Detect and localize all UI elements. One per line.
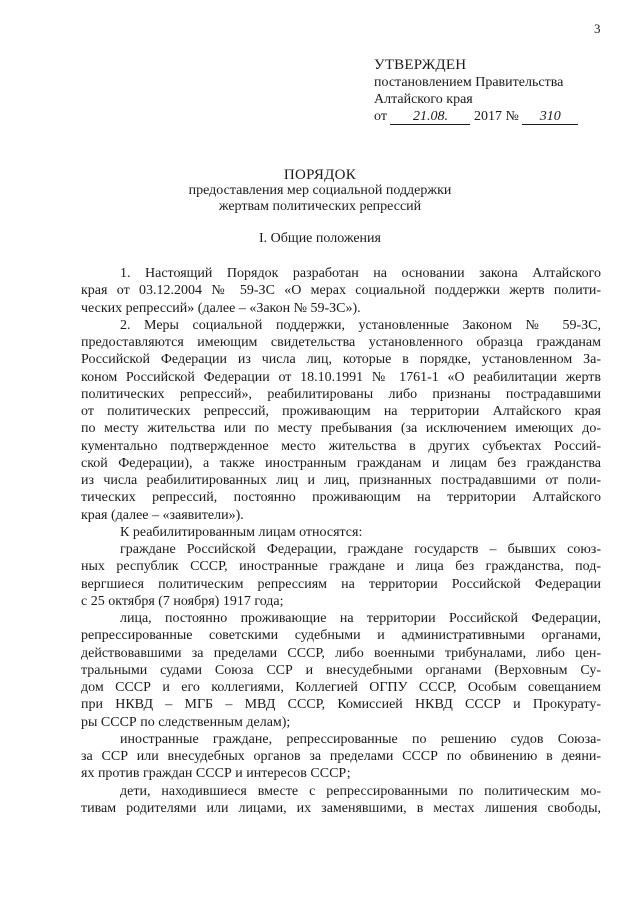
text-line: за ССР или внесудебных органов за пределами СССР по обвинению в деяни- bbox=[81, 749, 601, 764]
number-sign: № bbox=[505, 109, 519, 124]
document-subtitle-line-1: предоставления мер социальной поддержки bbox=[188, 183, 452, 198]
text-line: от политических репрессий, проживающим на территории Алтайского края bbox=[81, 404, 601, 419]
approved-label: УТВЕРЖДЕН bbox=[374, 57, 467, 73]
text-line: 1. Настоящий Порядок разработан на основании закона Алтайского bbox=[120, 266, 601, 281]
approval-block bbox=[374, 56, 624, 125]
text-line: ры СССР по следственным делам); bbox=[81, 714, 291, 730]
approval-line-2: Алтайского края bbox=[374, 92, 473, 107]
text-line: края (далее – «заявители»). bbox=[81, 507, 244, 523]
text-line: ях против граждан СССР и интересов СССР; bbox=[81, 766, 351, 782]
text-line: тивам родителями или лицами, их заменявшими, в местах лишения свободы, bbox=[81, 800, 601, 816]
resolution-year: 2017 bbox=[473, 109, 502, 124]
document-subtitle-line-2: жертвам политических репрессий bbox=[218, 199, 422, 214]
text-line: граждане Российской Федерации, граждане государств – бывших союз- bbox=[120, 542, 601, 557]
page-number: 3 bbox=[594, 21, 601, 36]
text-line: кументально подтвержденное место жительства в других субъектах Россий- bbox=[81, 438, 601, 454]
text-line: ческих репрессий» (далее – «Закон № 59-ЗС»). bbox=[81, 300, 361, 316]
resolution-date-number bbox=[374, 108, 624, 125]
text-line: предоставляются имеющим свидетельства установленного образца гражданам bbox=[81, 335, 601, 350]
text-line: тральными судами Союза ССР и внесудебными органами (Верховным Су- bbox=[81, 662, 601, 678]
approval-line-1: постановлением Правительства bbox=[374, 75, 564, 90]
text-line: репрессированные советскими судебными и административными органами, bbox=[81, 628, 601, 644]
text-line: с 25 октября (7 ноября) 1917 года; bbox=[81, 593, 284, 609]
from-prefix: от bbox=[374, 109, 387, 124]
document-title: ПОРЯДОК bbox=[283, 167, 357, 183]
text-line: тических репрессий, постоянно проживающим на территории Алтайского bbox=[81, 490, 601, 506]
text-line: коном Российской Федерации от 18.10.1991 № 1761-1 «О реабилитации жертв bbox=[81, 369, 601, 385]
body-text bbox=[81, 265, 601, 817]
text-line: ных республик СССР, иностранные граждане и лица без гражданства, под- bbox=[81, 559, 601, 575]
text-line: ской Федерации), а также иностранным гражданам и лицам без гражданства bbox=[81, 455, 601, 471]
text-line: вергшиеся политическим репрессиям на территории Российской Федерации bbox=[81, 576, 601, 592]
document-heading bbox=[150, 167, 490, 215]
resolution-number: 310 bbox=[522, 109, 578, 125]
text-line: по месту жительства или по месту пребывания (за исключением имеющих до- bbox=[81, 421, 601, 437]
text-line: лица, постоянно проживающие на территории Российской Федерации, bbox=[120, 611, 601, 626]
text-line: политических репрессий», реабилитированы либо признаны пострадавшими bbox=[81, 386, 601, 402]
section-title: I. Общие положения bbox=[259, 231, 381, 246]
text-line: 2. Меры социальной поддержки, установленные Законом № 59-ЗС, bbox=[120, 317, 601, 333]
text-line: дом СССР и его коллегиями, Коллегией ОГПУ СССР, Особым совещанием bbox=[81, 680, 601, 695]
text-line: дети, находившиеся вместе с репрессированными по политическим мо- bbox=[120, 783, 601, 799]
text-line: Российской Федерации из числа лиц, которые в порядке, установленном За- bbox=[81, 352, 601, 368]
text-line: действовавшими за пределами СССР, либо военными трибуналами, либо цен- bbox=[81, 645, 601, 661]
resolution-date: 21.08. bbox=[390, 109, 470, 125]
text-line: при НКВД – МГБ – МВД СССР, Комиссией НКВД СССР и Прокурату- bbox=[81, 697, 601, 713]
text-line: из числа реабилитированных лиц и лиц, признанных пострадавшими от поли- bbox=[81, 473, 601, 488]
text-line: К реабилитированным лицам относятся: bbox=[120, 524, 363, 540]
text-line: иностранные граждане, репрессированные по решению судов Союза- bbox=[120, 731, 601, 747]
text-line: края от 03.12.2004 № 59-ЗС «О мерах социальной поддержки жертв полити- bbox=[81, 283, 601, 299]
